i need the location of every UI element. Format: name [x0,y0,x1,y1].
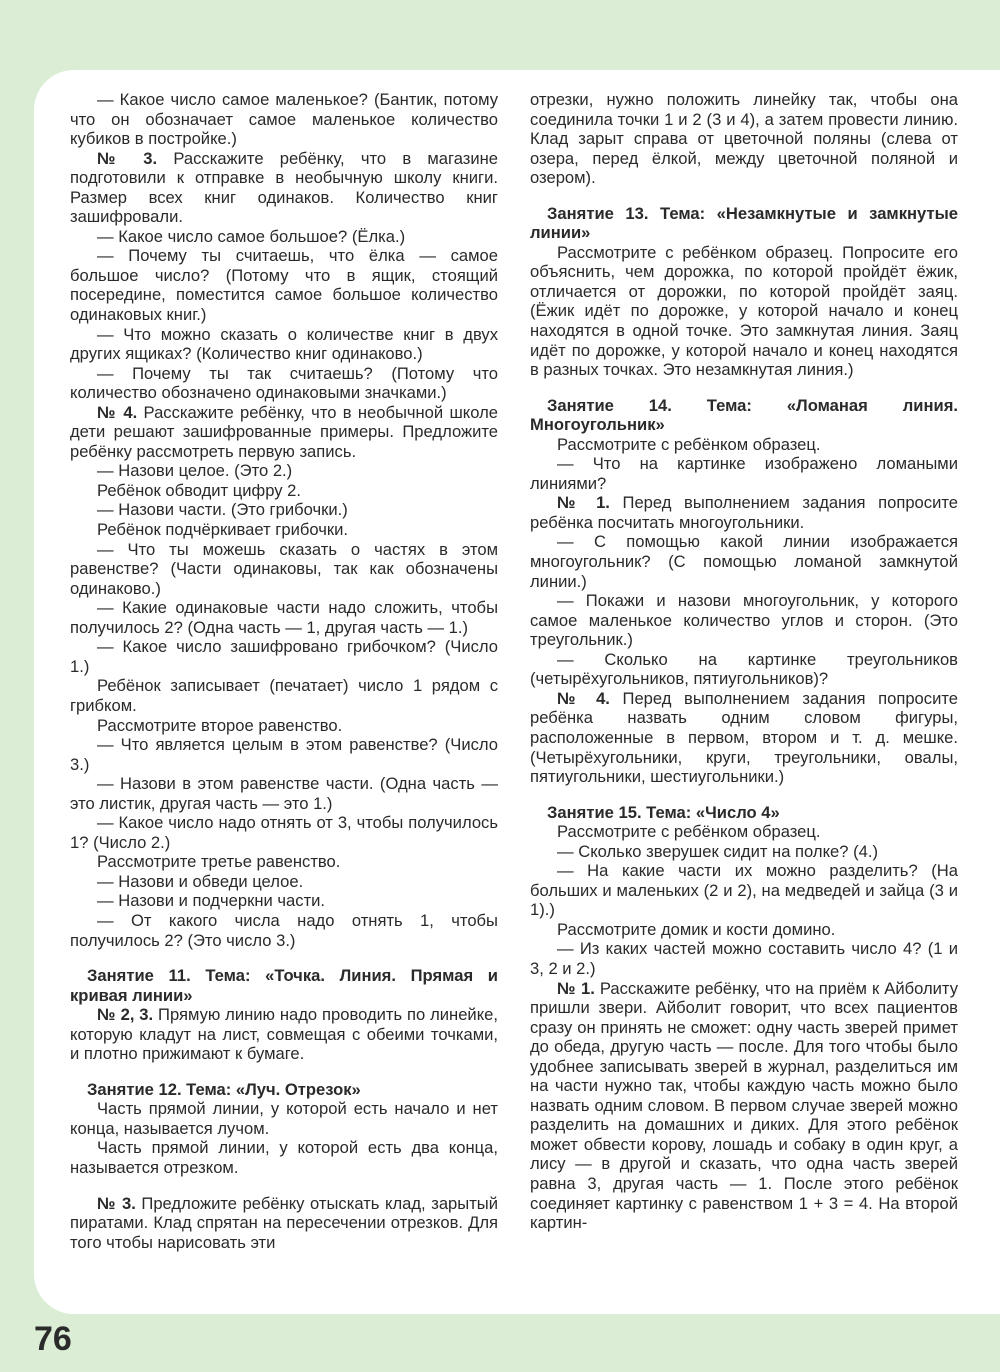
paragraph [530,493,958,532]
task-number: № 1. [557,978,595,998]
paragraph [70,481,498,501]
paragraph [530,435,958,455]
paragraph [70,1138,498,1177]
paragraph [70,461,498,481]
right-column [530,90,958,1233]
paragraph-text: Рассмотрите третье равенство. [97,852,341,872]
paragraph [530,939,958,978]
task-number: № 4. [557,688,610,708]
paragraph-text: — Какое число зашифровано грибочком? (Число 1.) [70,637,498,676]
section-heading [70,966,498,1005]
paragraph [70,520,498,540]
task-number: № 3. [97,148,158,168]
paragraph-text: Занятие 14. Тема: «Ломаная линия. Многоугольник» [530,395,958,435]
paragraph-text: Рассмотрите с ребёнком образец. [557,822,821,842]
paragraph-text: — Что можно сказать о количестве книг в двух других ящиках? (Количество книг одинаково.) [70,324,498,364]
paragraph [70,364,498,403]
paragraph-text: — Какое число самое большое? (Ёлка.) [97,226,406,246]
paragraph [70,540,498,599]
paragraph-text: — Почему ты считаешь, что ёлка — самое большое число? (Потому что в ящик, стоящий посередине, поместится самое большое количество одинаковых книг.) [70,246,498,325]
paragraph-text: — Какие одинаковые части надо сложить, чтобы получилось 2? (Одна часть — 1, другая часть — 1.) [70,598,498,637]
left-column [70,90,498,1252]
paragraph [70,813,498,852]
paragraph-text: — Сколько на картинке треугольников (четырёхугольников, пятиугольников)? [530,649,958,689]
task-number: № 4. [97,402,138,422]
paragraph-text: — С помощью какой линии изображается многоугольник? (С помощью ломаной замкнутой линии.) [530,532,958,591]
paragraph-text: Занятие 11. Тема: «Точка. Линия. Прямая и кривая линии» [70,966,498,1005]
task-number: № 2, 3. [97,1005,154,1025]
paragraph-text: Занятие 13. Тема: «Незамкнутые и замкнутые линии» [530,203,958,243]
section-heading [70,1080,498,1100]
paragraph [530,861,958,920]
paragraph-text: Занятие 12. Тема: «Луч. Отрезок» [87,1079,361,1099]
paragraph-text: — Сколько зверушек сидит на полке? (4.) [557,841,878,861]
paragraph [70,246,498,324]
paragraph [70,872,498,892]
task-number: № 1. [557,493,610,513]
paragraph-text: Расскажите ребёнку, что в необычной школе дети решают зашифрованные примеры. Предложите ребёнку рассмотреть первую запись. [70,402,498,461]
paragraph-text: Предложите ребёнку отыскать клад, зарытый пиратами. Клад спрятан на пересечении отрезков. Для того чтобы нарисовать эти [70,1193,498,1252]
paragraph [70,325,498,364]
paragraph [530,454,958,493]
paragraph [70,500,498,520]
paragraph [70,403,498,462]
paragraph [70,735,498,774]
paragraph-text: — От какого числа надо отнять 1, чтобы получилось 2? (Это число 3.) [70,910,498,950]
paragraph-text: — Почему ты так считаешь? (Потому что количество обозначено одинаковыми значками.) [70,363,498,403]
section-heading [530,396,958,435]
paragraph-text: Рассмотрите с ребёнком образец. Попросите его объяснить, чем дорожка, по которой пройдёт ёжик, отличается от дорожки, по которой пройдёт заяц. (Ёжик идёт по дорожке, у которой начало и конец находятся в одной точке. Это замкнутая линия. Заяц идёт по дорожке, у которой начало и конец находятся в разных точках. Это незамкнутая линия.) [530,242,958,380]
paragraph [530,591,958,650]
paragraph [70,149,498,227]
paragraph-text: Расскажите ребёнку, что на приём к Айболиту пришли звери. Айболит говорит, что всех пациентов сразу он принять не сможет: одну часть зверей примет до обеда, другую часть — после. Для того чтобы было удобнее записывать зверей в журнал, разделиться им на части нужно так, чтобы каждую часть можно было назвать одним словом. В первом случае зверей можно разделить на домашних и диких. Для этого ребёнок может обвести корову, лошадь и собаку в один круг, а лису — в другой и сказать, что одна часть зверей равна 3, другая часть — 1. После этого ребёнок соединяет картинку с равенством 1 + 3 = 4. На второй картин- [530,978,959,1233]
paragraph-text: Часть прямой линии, у которой есть начало и нет конца, называется лучом. [70,1099,498,1138]
paragraph-text: Перед выполнением задания попросите ребёнка назвать одним словом фигуры, расположенные в первом, втором и т. д. мешке. (Четырёхугольники, круги, треугольники, овалы, пятиугольники, шестиугольники.) [530,688,958,787]
paragraph [70,1099,498,1138]
paragraph-text: — Что является целым в этом равенстве? (Число 3.) [70,735,498,774]
paragraph-text: — Назови и подчеркни части. [97,891,326,911]
paragraph [70,598,498,637]
paragraph [530,979,958,1233]
page-sheet [34,70,1000,1314]
paragraph [70,911,498,950]
paragraph-text: Перед выполнением задания попросите ребёнка посчитать многоугольники. [530,493,958,532]
paragraph [70,90,498,149]
paragraph [70,891,498,911]
paragraph [70,1194,498,1253]
paragraph [530,920,958,940]
paragraph [70,227,498,247]
paragraph [530,842,958,862]
paragraph [530,243,958,380]
task-number: № 3. [97,1193,136,1213]
paragraph-text: — Какое число надо отнять от 3, чтобы получилось 1? (Число 2.) [70,813,498,852]
paragraph-text: — Что ты можешь сказать о частях в этом равенстве? (Части одинаковы, так как обозначены одинаково.) [70,539,498,598]
paragraph-text: — Что на картинке изображено ломаными линиями? [530,454,958,493]
paragraph-text: — Назови целое. (Это 2.) [97,461,293,481]
paragraph-text: Рассмотрите домик и кости домино. [557,919,836,939]
paragraph-text: Ребёнок обводит цифру 2. [97,480,301,500]
paragraph-text: — Назови в этом равенстве части. (Одна часть — это листик, другая часть — это 1.) [70,774,498,813]
paragraph-text: Ребёнок подчёркивает грибочки. [97,520,348,540]
paragraph [530,689,958,787]
paragraph [530,90,958,188]
paragraph-text: отрезки, нужно положить линейку так, чтобы она соединила точки 1 и 2 (3 и 4), а затем провести линию. Клад зарыт справа от цветочной поляны (слева от озера, перед ёлкой, между цветочной поляной и озером). [530,90,958,188]
paragraph-text: — Из каких частей можно составить число 4? (1 и 3, 2 и 2.) [530,939,958,978]
section-heading [530,204,958,243]
paragraph-text: Занятие 15. Тема: «Число 4» [547,802,780,822]
paragraph [530,650,958,689]
page-number: 76 [34,1320,72,1358]
paragraph-text: — Назови части. (Это грибочки.) [97,500,348,520]
paragraph-text: — На какие части их можно разделить? (На больших и маленьких (2 и 2), на медведей и зайца (3 и 1).) [530,861,958,920]
paragraph [70,676,498,715]
paragraph-text: — Покажи и назови многоугольник, у которого самое маленькое количество углов и сторон. (Это треугольник.) [530,591,958,650]
paragraph [70,774,498,813]
paragraph [70,716,498,736]
paragraph-text: — Какое число самое маленькое? (Бантик, потому что он обозначает самое маленькое количество кубиков в постройке.) [70,90,498,149]
section-heading [530,803,958,823]
paragraph-text: — Назови и обведи целое. [97,871,304,891]
paragraph-text: Прямую линию надо проводить по линейке, которую кладут на лист, совмещая с обеими точками, и плотно прижимают к бумаге. [70,1005,498,1064]
paragraph-text: Рассмотрите с ребёнком образец. [557,434,821,454]
paragraph-text: Рассмотрите второе равенство. [97,715,343,735]
paragraph [70,852,498,872]
paragraph [530,532,958,591]
paragraph-text: Ребёнок записывает (печатает) число 1 рядом с грибком. [70,676,498,715]
paragraph [70,1005,498,1064]
paragraph-text: Часть прямой линии, у которой есть два конца, называется отрезком. [70,1138,498,1177]
paragraph [530,822,958,842]
paragraph-text: Расскажите ребёнку, что в магазине подготовили к отправке в необычную школу книги. Размер всех книг одинаков. Количество книг зашифровали. [70,148,499,227]
paragraph [70,637,498,676]
